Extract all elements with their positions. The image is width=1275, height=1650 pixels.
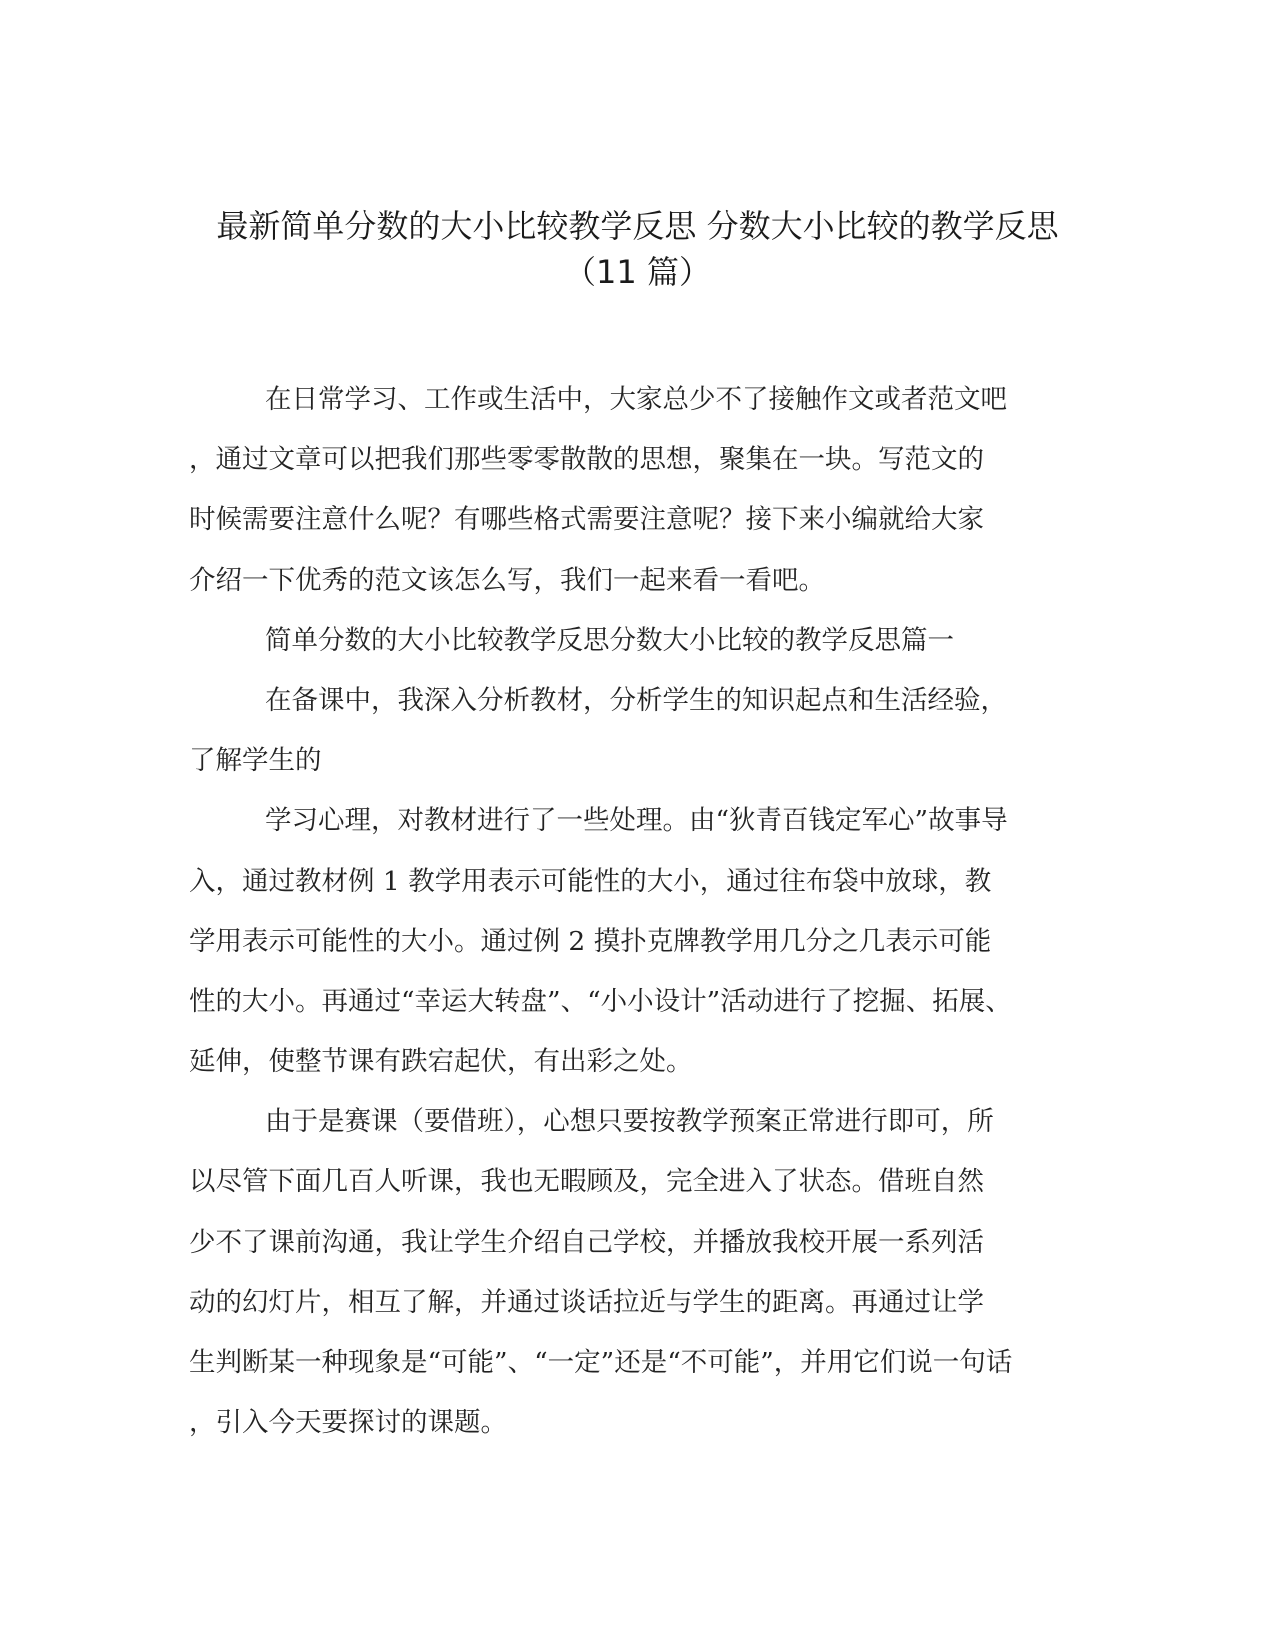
document-body [189,370,1089,1453]
text-line: 动的幻灯片，相互了解，并通过谈话拉近与学生的距离。再通过让学 [189,1286,984,1318]
text-line: 少不了课前沟通，我让学生介绍自己学校，并播放我校开展一系列活 [189,1226,984,1258]
text-line: ，通过文章可以把我们那些零零散散的思想，聚集在一块。写范文的 [189,444,984,476]
section-heading: 简单分数的大小比较教学反思分数大小比较的教学反思篇一 [265,624,954,656]
title-line-2: （11 篇） [564,253,711,291]
text-line: 延伸，使整节课有跌宕起伏，有出彩之处。 [189,1046,693,1078]
text-line: 在备课中，我深入分析教材，分析学生的知识起点和生活经验， [265,684,1007,716]
text-line: 了解学生的 [189,745,322,777]
document-title [150,203,1125,295]
title-line-1: 最新简单分数的大小比较教学反思 分数大小比较的教学反思 [216,207,1059,245]
text-line: ，引入今天要探讨的课题。 [189,1407,507,1439]
text-line: 性的大小。再通过“幸运大转盘”、“小小设计”活动进行了挖掘、拓展、 [189,985,1012,1017]
text-line: 时候需要注意什么呢？有哪些格式需要注意呢？接下来小编就给大家 [189,504,984,536]
text-line: 生判断某一种现象是“可能”、“一定”还是“不可能”，并用它们说一句话 [189,1347,1013,1378]
text-line: 学习心理，对教材进行了一些处理。由“狄青百钱定军心”故事导 [265,805,1008,837]
text-line: 在日常学习、工作或生活中，大家总少不了接触作文或者范文吧 [265,384,1007,415]
text-line: 介绍一下优秀的范文该怎么写，我们一起来看一看吧。 [189,564,825,596]
text-line: 由于是赛课（要借班），心想只要按教学预案正常进行即可，所 [265,1106,994,1138]
text-line: 以尽管下面几百人听课，我也无暇顾及，完全进入了状态。借班自然 [189,1166,984,1198]
text-line: 入，通过教材例 1 教学用表示可能性的大小，通过往布袋中放球，教 [189,865,992,897]
text-line: 学用表示可能性的大小。通过例 2 摸扑克牌教学用几分之几表示可能 [189,925,992,957]
